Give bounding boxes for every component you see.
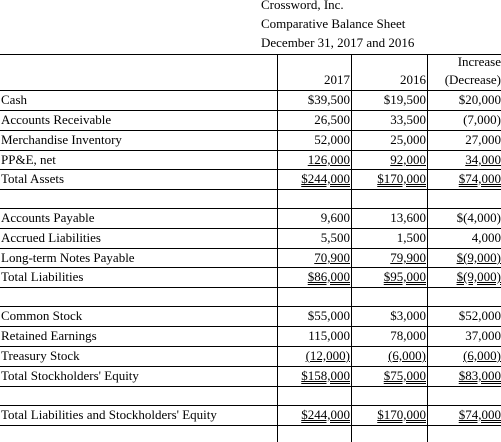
value-2017: $55,000: [307, 308, 350, 323]
row-rule: [0, 425, 501, 426]
table-row: [0, 111, 501, 130]
table-row: [0, 307, 501, 326]
statement-title: Comparative Balance Sheet: [261, 16, 406, 31]
value-2016: $19,500: [383, 92, 426, 107]
row-label: Retained Earnings: [1, 328, 97, 343]
value-2017: $158,000: [301, 368, 350, 383]
increase-header-line2: (Decrease): [444, 72, 501, 87]
value-change: $20,000: [458, 92, 501, 107]
row-label: Accrued Liabilities: [1, 230, 101, 245]
value-2016: $170,000: [377, 171, 426, 186]
value-change: 34,000: [465, 152, 501, 167]
table-row-total-equity: [0, 367, 501, 386]
value-change: $(9,000): [456, 269, 501, 284]
row-label: Treasury Stock: [1, 348, 80, 363]
row-label: Cash: [1, 92, 27, 107]
value-2016: $75,000: [383, 368, 426, 383]
row-rule: [0, 386, 501, 387]
row-label: Common Stock: [1, 308, 83, 323]
increase-header-line1: Increase: [457, 54, 501, 69]
value-2016: $3,000: [390, 308, 426, 323]
value-2016: 25,000: [390, 132, 426, 147]
value-2017: 9,600: [320, 210, 350, 225]
company-name: Crossword, Inc.: [261, 0, 344, 12]
row-label: Merchandise Inventory: [1, 132, 122, 147]
value-change: (7,000): [463, 112, 501, 127]
value-change: $(4,000): [456, 210, 501, 225]
table-row: [0, 209, 501, 228]
value-2017: $244,000: [301, 171, 350, 186]
value-2016: 33,500: [390, 112, 426, 127]
value-change: $74,000: [458, 407, 501, 422]
value-2016: 92,000: [390, 152, 426, 167]
table-row: [0, 229, 501, 248]
table-row: [0, 91, 501, 110]
value-2016: 79,900: [390, 250, 426, 265]
value-2017: $39,500: [307, 92, 350, 107]
value-change: $52,000: [458, 308, 501, 323]
value-2017: 52,000: [314, 132, 350, 147]
value-change: $74,000: [458, 171, 501, 186]
table-top-rule: [0, 54, 501, 55]
statement-date: December 31, 2017 and 2016: [261, 35, 415, 50]
value-2016: $95,000: [383, 269, 426, 284]
value-2017: 115,000: [308, 328, 350, 343]
table-row: [0, 347, 501, 366]
year-2016-header: 2016: [400, 72, 426, 87]
row-label: Total Assets: [1, 171, 65, 186]
value-change: $(9,000): [456, 250, 501, 265]
row-label: Accounts Payable: [1, 210, 95, 225]
value-2016: (6,000): [388, 348, 426, 363]
row-label: Total Liabilities: [1, 269, 84, 284]
row-label: Total Stockholders' Equity: [1, 368, 139, 383]
year-2017-header: 2017: [324, 72, 350, 87]
row-label: Long-term Notes Payable: [1, 250, 135, 265]
value-change: (6,000): [463, 348, 501, 363]
value-change: $83,000: [458, 368, 501, 383]
value-2016: $170,000: [377, 407, 426, 422]
table-row: [0, 249, 501, 268]
value-2017: 5,500: [320, 230, 350, 245]
row-label: PP&E, net: [1, 152, 56, 167]
value-2016: 1,500: [396, 230, 426, 245]
row-label: Total Liabilities and Stockholders' Equity: [1, 407, 217, 422]
value-2017: (12,000): [305, 348, 350, 363]
value-change: 4,000: [471, 230, 501, 245]
value-2017: 70,900: [314, 250, 350, 265]
table-row-total-liabilities: [0, 268, 501, 287]
value-2017: 26,500: [314, 112, 350, 127]
value-2017: $86,000: [307, 269, 350, 284]
row-rule: [0, 189, 501, 190]
table-row-grand-total: [0, 406, 501, 425]
value-2016: 78,000: [390, 328, 426, 343]
value-change: 27,000: [465, 132, 501, 147]
table-row: [0, 131, 501, 150]
value-change: 37,000: [465, 328, 501, 343]
table-row: [0, 151, 501, 170]
value-2017: $244,000: [301, 407, 350, 422]
value-2017: 126,000: [307, 152, 350, 167]
row-rule: [0, 287, 501, 288]
table-row: [0, 327, 501, 346]
table-row-total-assets: [0, 170, 501, 189]
row-label: Accounts Receivable: [1, 112, 112, 127]
value-2016: 13,600: [390, 210, 426, 225]
